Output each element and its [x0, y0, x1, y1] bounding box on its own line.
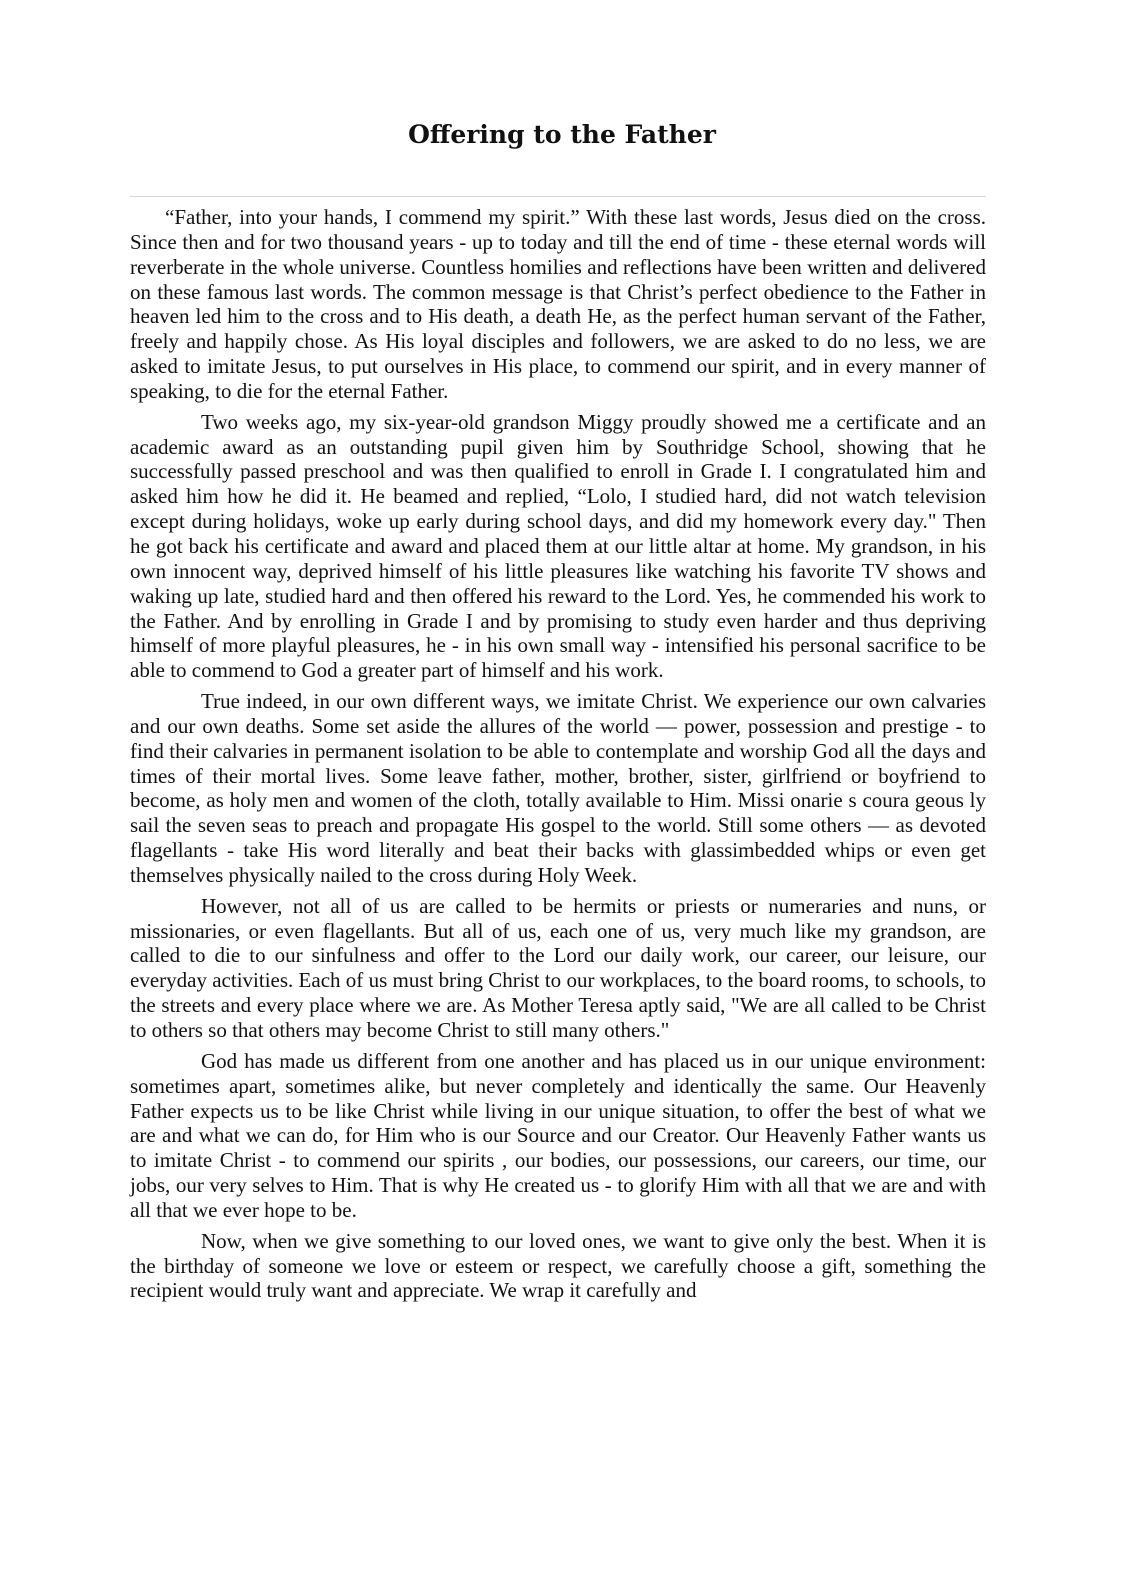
paragraph-5: God has made us different from one another and has placed us in our unique environment: sometimes apart, sometimes alike, but never completely and identically the same. Our Heavenly Father expects us to be like Christ while living in our unique situation, to offer the best of what we are and what we can do, for Him who is our Source and our Creator. Our Heavenly Father wants us to imitate Christ - to commend our spirits , our bodies, our possessions, our careers, our time, our jobs, our very selves to Him. That is why He created us - to glorify Him with all that we are and with all that we ever hope to be. [130, 1048, 986, 1222]
paragraph-1: “Father, into your hands, I commend my spirit.” With these last words, Jesus died on the cross. Since then and for two thousand years - up to today and till the end of time - these eternal words will reverberate in the whole universe. Countless homilies and reflections have been written and delivered on these famous last words. The common message is that Christ’s perfect obedience to the Father in heaven led him to the cross and to His death, a death He, as the perfect human servant of the Father, freely and happily chose. As His loyal disciples and followers, we are asked to do no less, we are asked to imitate Jesus, to put ourselves in His place, to commend our spirit, and in every manner of speaking, to die for the eternal Father. [130, 205, 986, 403]
paragraph-4: However, not all of us are called to be hermits or priests or numeraries and nuns, or missionaries, or even flagellants. But all of us, each one of us, very much like my grandson, are called to die to our sinfulness and offer to the Lord our daily work, our career, our leisure, our everyday activities. Each of us must bring Christ to our workplaces, to the board rooms, to schools, to the streets and every place where we are. As Mother Teresa aptly said, "We are all called to be Christ to others so that others may become Christ to still many others." [130, 893, 986, 1042]
paragraph-6: Now, when we give something to our loved ones, we want to give only the best. When it is the birthday of someone we love or esteem or respect, we carefully choose a gift, something the recipient would truly want and appreciate. We wrap it carefully and [130, 1228, 986, 1303]
title-divider [130, 196, 986, 197]
paragraph-3: True indeed, in our own different ways, we imitate Christ. We experience our own calvaries and our own deaths. Some set aside the allures of the world — power, possession and prestige - to find their calvaries in permanent isolation to be able to contemplate and worship God all the days and times of their mortal lives. Some leave father, mother, brother, sister, girlfriend or boyfriend to become, as holy men and women of the cloth, totally available to Him. Missi onarie s coura geous ly sail the seven seas to preach and propagate His gospel to the world. Still some others — as devoted flagellants - take His word literally and beat their backs with glassimbedded whips or even get themselves physically nailed to the cross during Holy Week. [130, 689, 986, 887]
paragraph-2: Two weeks ago, my six-year-old grandson Miggy proudly showed me a certificate and an academic award as an outstanding pupil given him by Southridge School, showing that he successfully passed preschool and was then qualified to enroll in Grade I. I congratulated him and asked him how he did it. He beamed and replied, “Lolo, I studied hard, did not watch television except during holidays, woke up early during school days, and did my homework every day." Then he got back his certificate and award and placed them at our little altar at home. My grandson, in his own innocent way, deprived himself of his little pleasures like watching his favorite TV shows and waking up late, studied hard and then offered his reward to the Lord. Yes, he commended his work to the Father. And by enrolling in Grade I and by promising to study even harder and thus depriving himself of more playful pleasures, he - in his own small way - intensified his personal sacrifice to be able to commend to God a greater part of himself and his work. [130, 409, 986, 683]
document-body [130, 205, 986, 1309]
document-title: Offering to the Father [408, 120, 716, 149]
